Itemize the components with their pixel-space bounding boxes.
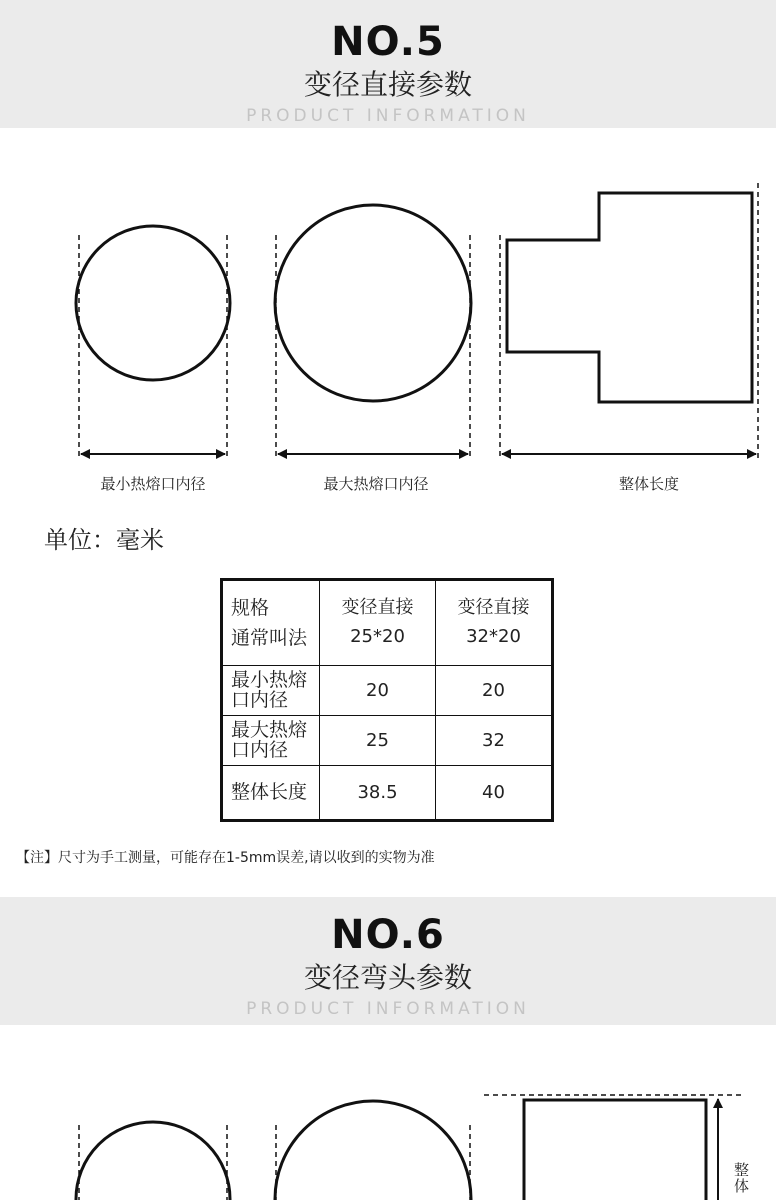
section5-subtitle: PRODUCT INFORMATION: [246, 105, 530, 126]
section6-diagram-svg: [0, 1025, 776, 1200]
table-header-label: [222, 580, 320, 666]
section6-subtitle: PRODUCT INFORMATION: [246, 998, 530, 1019]
col-2-name: 变径直接: [457, 597, 530, 619]
header-label-1: 规格: [231, 596, 270, 619]
spec-table: [220, 578, 554, 822]
table-row: [222, 716, 553, 766]
reducer-shape: [500, 183, 758, 460]
table-col-header: [320, 580, 436, 666]
row-label-line1: 最小热熔: [231, 668, 308, 691]
row-label: [222, 766, 320, 821]
table-cell: 20: [320, 666, 436, 716]
col-1-size: 25*20: [350, 626, 405, 647]
elbow-side-label: 整体: [734, 1161, 750, 1195]
table-cell: 20: [436, 666, 553, 716]
table-cell: 40: [436, 766, 553, 821]
row-label: [222, 716, 320, 766]
min-opening-circle: [76, 226, 230, 460]
max-inner-label: 最大热熔口内径: [323, 475, 429, 493]
section5-diagram-svg: [0, 128, 776, 508]
measurement-note: 【注】尺寸为手工测量，可能存在1-5mm误差,请以收到的实物为准: [16, 850, 435, 866]
section5-title: 变径直接参数: [303, 68, 472, 101]
table-row: [222, 766, 553, 821]
elbow-shape: [484, 1095, 744, 1200]
section5-header: [0, 0, 776, 128]
table-cell: 32: [436, 716, 553, 766]
row-label: [222, 666, 320, 716]
row-label-line1: 整体长度: [231, 780, 308, 803]
unit-label: 单位：毫米: [44, 526, 164, 554]
section5-number: NO.5: [331, 19, 445, 65]
row-label-line1: 最大热熔: [231, 718, 308, 741]
col-1-name: 变径直接: [341, 597, 414, 619]
row-label-line2: 口内径: [231, 688, 289, 711]
max-opening-circle: [275, 205, 471, 460]
table-cell: 38.5: [320, 766, 436, 821]
table-header-row: [222, 580, 553, 666]
min-inner-label: 最小热熔口内径: [100, 475, 206, 493]
section6-header: [0, 897, 776, 1025]
section6-number: NO.6: [331, 912, 445, 958]
total-length-label: 整体长度: [618, 475, 679, 493]
elbow-max-circle: [275, 1101, 471, 1200]
table-row: [222, 666, 553, 716]
table-col-header: [436, 580, 553, 666]
section5-diagram: [0, 128, 776, 508]
section6-title: 变径弯头参数: [303, 961, 472, 994]
col-2-size: 32*20: [466, 626, 521, 647]
row-label-line2: 口内径: [231, 738, 289, 761]
header-label-2: 通常叫法: [231, 627, 308, 649]
elbow-min-circle: [76, 1122, 230, 1200]
table-cell: 25: [320, 716, 436, 766]
section6-diagram: [0, 1025, 776, 1200]
